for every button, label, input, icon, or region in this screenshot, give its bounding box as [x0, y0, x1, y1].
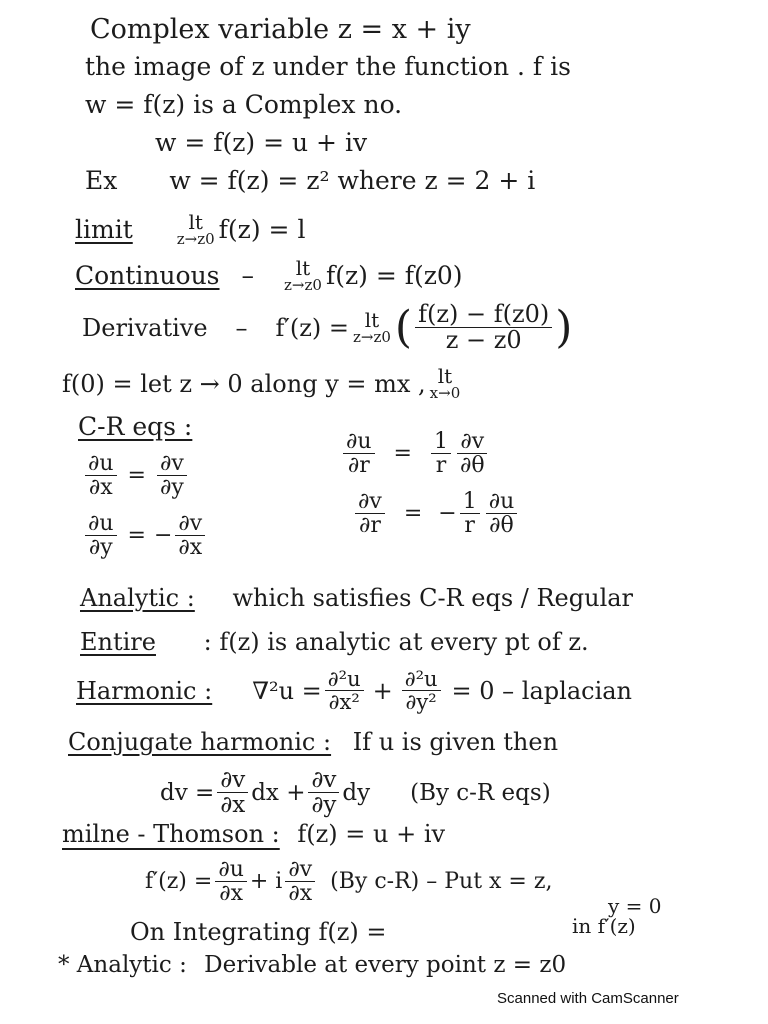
- dy2-den: ∂y²: [405, 690, 437, 715]
- r-den: r: [435, 453, 447, 479]
- z-to-z0-text: z→z0: [353, 328, 391, 347]
- example-formula: w = f(z) = z² where z = 2 + i: [169, 166, 536, 195]
- minus: −: [438, 501, 457, 527]
- du-num: ∂u: [85, 452, 117, 476]
- dr-den: ∂r: [358, 513, 381, 539]
- line-image-definition: [85, 52, 571, 81]
- z-to-z0-text: z→z0: [284, 276, 322, 294]
- complex-variable-text: Complex variable z = x + iy: [90, 14, 471, 45]
- continuous-lt: [284, 258, 322, 293]
- milne-label: milne - Thomson :: [62, 820, 280, 848]
- d2u-dx2-frac: [325, 668, 364, 713]
- dx-den: ∂x: [219, 881, 243, 907]
- one-num: 1: [460, 490, 480, 514]
- derivative-lhs: f′(z) =: [275, 313, 349, 342]
- dv-plain: dv =: [160, 779, 215, 806]
- dv-num: ∂v: [355, 490, 385, 514]
- analytic-label: Analytic :: [80, 584, 195, 612]
- dx-den: ∂x: [88, 475, 113, 501]
- lt-text: lt: [295, 256, 311, 280]
- line-in-fz: [572, 914, 636, 938]
- d2u-num: ∂²u: [402, 668, 441, 691]
- du-dy-frac: [85, 512, 117, 559]
- d2u-num: ∂²u: [325, 668, 364, 691]
- dv-num: ∂v: [157, 452, 187, 476]
- line-conjugate-harmonic: [68, 728, 558, 756]
- limit-lt: [177, 212, 215, 247]
- dv-dy-frac: [157, 452, 187, 499]
- dy-den: ∂y: [159, 475, 184, 501]
- continuous-formula: f(z) = f(z0): [325, 261, 463, 290]
- equals: =: [127, 523, 146, 549]
- du-num: ∂u: [343, 430, 375, 454]
- minus: −: [153, 523, 173, 549]
- limit-label: limit: [75, 215, 133, 244]
- derivative-denominator: z − z0: [445, 326, 522, 355]
- entire-label: Entire: [80, 628, 156, 656]
- image-definition-text: the image of z under the function . f is: [85, 52, 571, 81]
- line-w-uv: [155, 128, 367, 157]
- left-paren: (: [394, 301, 413, 353]
- milne-lhs: f′(z) =: [145, 869, 213, 895]
- dv-num: ∂v: [457, 430, 487, 454]
- milne-by: (By c-R) – Put x = z,: [330, 869, 553, 895]
- line-example: [85, 166, 535, 195]
- cr-polar-eq1: [340, 430, 491, 477]
- entire-text: : f(z) is analytic at every pt of z.: [203, 628, 589, 656]
- dy-den: ∂y: [311, 792, 337, 819]
- lt-text: lt: [364, 308, 380, 333]
- camscanner-footer: Scanned with CamScanner: [497, 990, 679, 1007]
- derivative-label: Derivative: [82, 313, 208, 342]
- harmonic-tail: = 0 – laplacian: [451, 676, 633, 705]
- line-w-complex-no: [85, 90, 402, 119]
- derivative-lt: [353, 310, 391, 345]
- limit-formula: f(z) = l: [218, 215, 306, 244]
- line-on-integrating: [130, 918, 386, 946]
- z-to-z0-text: z→z0: [176, 230, 215, 248]
- integrating-text: On Integrating f(z) =: [130, 918, 387, 946]
- plus-i: + i: [249, 869, 283, 895]
- w-complex-no-text: w = f(z) is a Complex no.: [85, 90, 403, 119]
- dx-plain: dx +: [251, 779, 306, 806]
- dv-dx-frac: [175, 512, 205, 559]
- equals: =: [393, 441, 412, 467]
- lt-text: lt: [188, 210, 203, 234]
- dtheta-den: ∂θ: [459, 453, 485, 479]
- dx2-den: ∂x²: [328, 690, 360, 715]
- dx-den: ∂x: [220, 792, 246, 819]
- example-label: Ex: [85, 166, 118, 195]
- line-complex-variable: [90, 14, 471, 45]
- du-num: ∂u: [215, 858, 247, 882]
- continuous-label: Continuous: [75, 261, 220, 290]
- lt-text: lt: [437, 364, 453, 388]
- equals: =: [403, 501, 423, 527]
- dx-den: ∂x: [178, 535, 203, 561]
- line-cr-heading: [78, 412, 192, 441]
- r-den: r: [464, 513, 475, 539]
- line-milne-thomson: [62, 820, 445, 848]
- line-milne-derivative: [145, 858, 552, 905]
- y0-text: y = 0: [608, 894, 662, 918]
- one-over-r-frac: [431, 430, 451, 477]
- f0-lt: [430, 366, 461, 401]
- dv-dr-frac: [355, 490, 385, 537]
- du-dx-frac: [85, 452, 117, 499]
- dv-dy-frac: [308, 768, 339, 817]
- du-dtheta-frac: [486, 490, 518, 537]
- du-num: ∂u: [85, 512, 117, 536]
- du-num: ∂u: [486, 490, 518, 514]
- dr-den: ∂r: [347, 453, 370, 479]
- dy-den: ∂y: [88, 535, 113, 561]
- analytic2-text: Derivable at every point z = z0: [204, 952, 567, 978]
- line-entire: [80, 628, 589, 656]
- line-harmonic: [76, 668, 632, 713]
- plus: +: [372, 676, 393, 705]
- w-uv-text: w = f(z) = u + iv: [155, 128, 368, 157]
- derivative-numerator: f(z) − f(z0): [415, 302, 552, 328]
- dv-dx-frac: [217, 768, 248, 817]
- continuous-dash: –: [241, 261, 255, 290]
- dv-num: ∂v: [308, 768, 339, 793]
- line-limit: [75, 212, 305, 247]
- analytic2-label: * Analytic :: [58, 952, 187, 978]
- conjugate-text: If u is given then: [352, 728, 559, 756]
- dv-num: ∂v: [217, 768, 248, 793]
- line-analytic: [80, 584, 633, 612]
- cr-heading: C-R eqs :: [78, 412, 193, 441]
- line-f0: [62, 366, 464, 401]
- derivative-fraction: [415, 302, 552, 353]
- d2u-dy2-frac: [402, 668, 441, 713]
- dv-dx-frac: [285, 858, 315, 905]
- dtheta-den: ∂θ: [489, 513, 514, 539]
- line-dv-expansion: [160, 768, 551, 817]
- analytic-text: which satisfies C-R eqs / Regular: [232, 584, 634, 612]
- harmonic-label: Harmonic :: [76, 676, 213, 705]
- one-over-r-frac: [460, 490, 480, 537]
- right-paren: ): [555, 301, 573, 353]
- dv-dtheta-frac: [457, 430, 488, 477]
- line-continuous: [75, 258, 463, 293]
- f0-text: f(0) = let z → 0 along y = mx ,: [62, 369, 426, 398]
- conjugate-label: Conjugate harmonic :: [68, 728, 332, 756]
- dy-plain: dy: [342, 779, 371, 806]
- milne-formula: f(z) = u + iv: [297, 820, 446, 848]
- dv-num: ∂v: [285, 858, 315, 882]
- cr-cartesian-eq2: [82, 512, 208, 559]
- dx-den: ∂x: [288, 881, 313, 907]
- equals: =: [127, 463, 146, 489]
- du-dx-frac: [215, 858, 247, 905]
- dv-num: ∂v: [175, 512, 205, 536]
- line-analytic-derivable: [58, 952, 566, 978]
- harmonic-lhs: ∇²u =: [252, 676, 322, 705]
- line-derivative: [82, 302, 572, 353]
- cr-cartesian-eq1: [82, 452, 190, 499]
- cr-polar-eq2: [352, 490, 520, 537]
- in-fz-text: in f′(z): [572, 914, 636, 938]
- du-dr-frac: [343, 430, 375, 477]
- derivative-dash: –: [235, 313, 248, 342]
- by-cr: (By c-R eqs): [410, 779, 551, 806]
- one-num: 1: [431, 430, 451, 454]
- x-to-0-text: x→0: [429, 384, 461, 402]
